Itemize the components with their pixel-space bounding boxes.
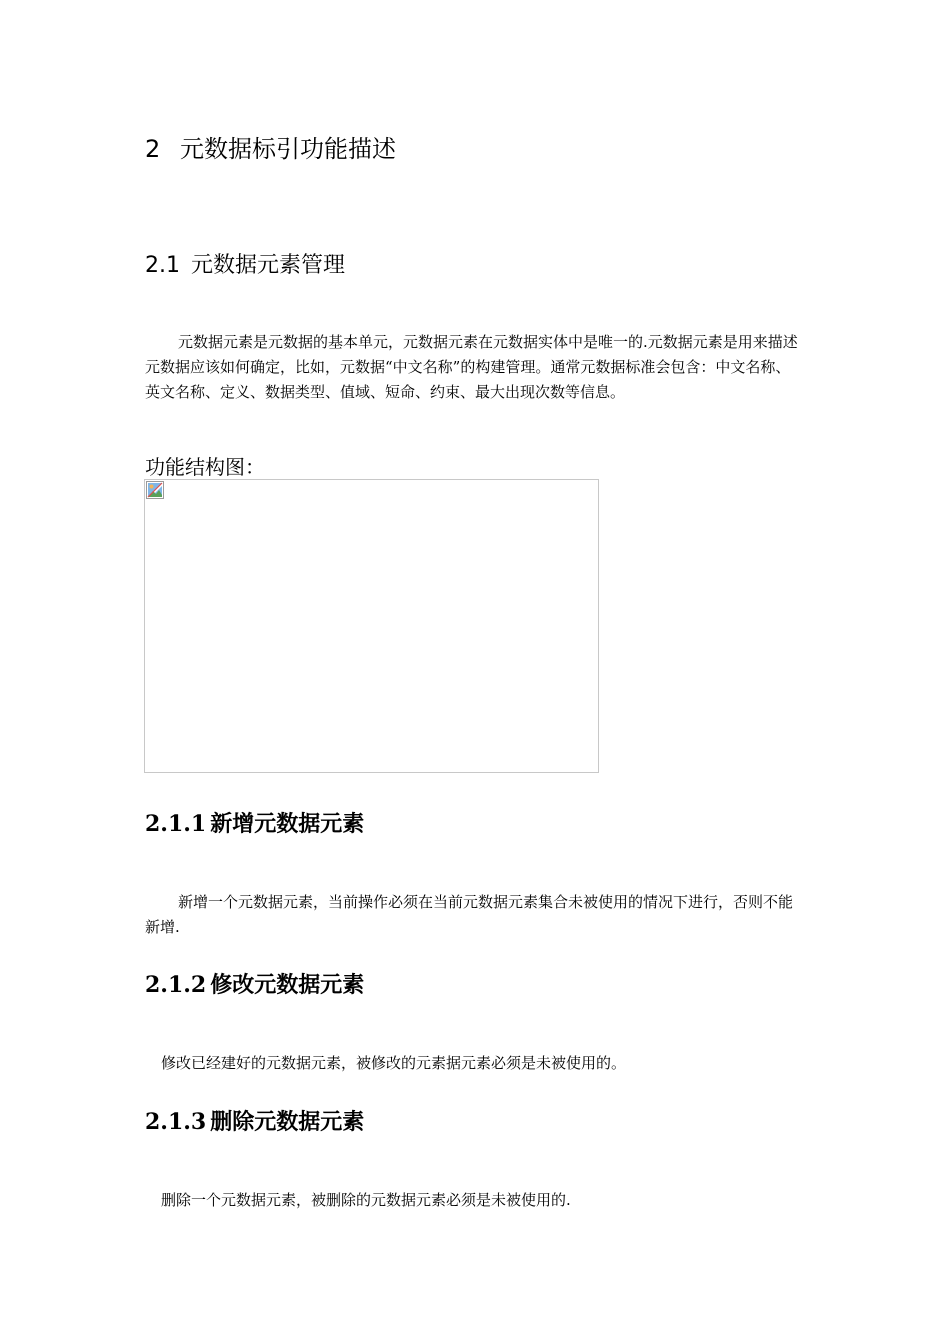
heading-level-1 (145, 133, 396, 165)
heading-1-title: 元数据标引功能描述 (180, 135, 396, 163)
heading-level-3-delete-element (145, 1107, 364, 1137)
heading-level-3-new-element (145, 809, 364, 839)
section-1-title: 新增元数据元素 (210, 811, 365, 837)
intro-paragraph: 元数据元素是元数据的基本单元，元数据元素在元数据实体中是唯一的.元数据元素是用来描述元数据应该如何确定，比如，元数据“中文名称”的构建管理。通常元数据标准会包含：中文名称、英文名称、定义、数据类型、值域、短命、约束、最大出现次数等信息。 (145, 333, 798, 401)
section-1-number: 2.1.1 (145, 811, 207, 837)
heading-level-3-edit-element (145, 970, 364, 1000)
heading-1-number: 2 (145, 135, 161, 163)
heading-level-2 (145, 251, 345, 281)
section-2-body: 修改已经建好的元数据元素，被修改的元素据元素必须是未被使用的。 (161, 1054, 627, 1072)
section-3-title: 删除元数据元素 (210, 1109, 365, 1135)
section-1-body: 新增一个元数据元素，当前操作必须在当前元数据元素集合未被使用的情况下进行，否则不能新增. (145, 893, 794, 936)
broken-image-icon (146, 481, 164, 499)
section-2-number: 2.1.2 (145, 972, 207, 998)
figure-label: 功能结构图： (145, 455, 265, 479)
section-3-body: 删除一个元数据元素，被删除的元数据元素必须是未被使用的. (161, 1191, 571, 1209)
heading-2-number: 2.1 (145, 253, 180, 278)
section-2-title: 修改元数据元素 (210, 972, 365, 998)
section-3-number: 2.1.3 (145, 1109, 207, 1135)
function-structure-figure (144, 479, 599, 773)
heading-2-title: 元数据元素管理 (191, 253, 346, 278)
